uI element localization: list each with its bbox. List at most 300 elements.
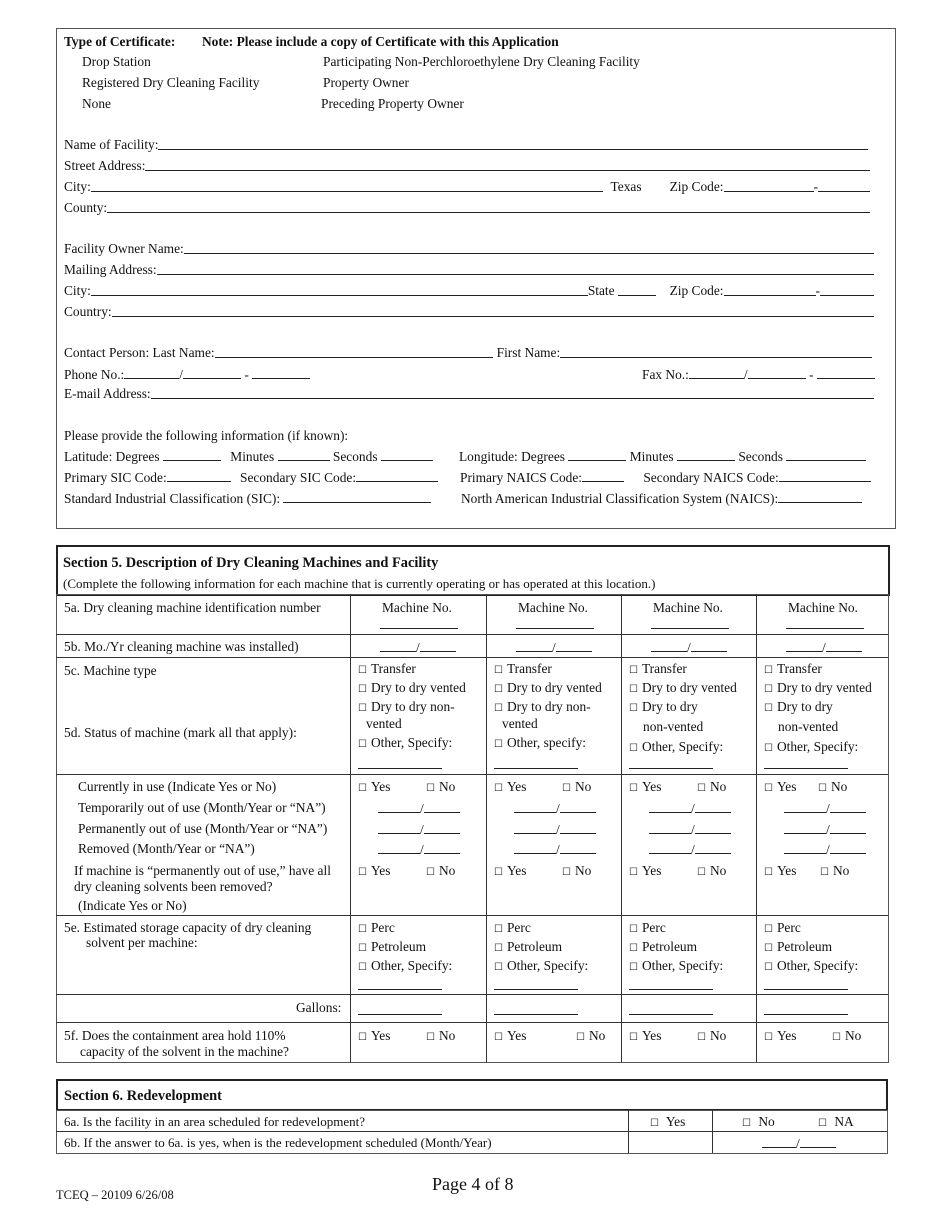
label: /	[552, 640, 556, 655]
machine-2-solvent-specify-field[interactable]	[494, 977, 578, 990]
checkbox-icon[interactable]: ☐	[697, 783, 706, 794]
machine-4-perc[interactable]	[764, 920, 801, 936]
label: Machine No.	[788, 600, 858, 615]
country-field[interactable]	[112, 304, 874, 317]
machine-2-current-yes[interactable]	[494, 779, 526, 795]
phone-prefix-field[interactable]	[183, 366, 241, 379]
row-5c-label: 5c. Machine type	[64, 663, 157, 678]
machine-1-status-date-1[interactable]	[378, 800, 460, 817]
machine-3-installed-field[interactable]	[651, 639, 727, 656]
phone-area-field[interactable]	[124, 366, 179, 379]
label: No	[709, 779, 727, 794]
machine-3-solvent-other[interactable]	[629, 958, 723, 974]
owner-city-label: City:	[64, 283, 91, 298]
facility-name-row	[64, 137, 868, 153]
machine-2-dry-vented[interactable]	[494, 680, 602, 696]
machine-2-type-specify-field[interactable]	[494, 756, 578, 769]
machine-3-type-specify-field[interactable]	[629, 756, 713, 769]
label: /	[691, 842, 695, 857]
machine-3-current-yes[interactable]	[629, 779, 661, 795]
checkbox-icon[interactable]: ☐	[764, 1032, 773, 1043]
redevelopment-date[interactable]	[762, 1135, 836, 1152]
owner-zip-field[interactable]	[724, 283, 816, 296]
label: Dry to dry vented	[641, 680, 737, 695]
row-6a-label: 6a. Is the facility in an area scheduled for redevelopment?	[64, 1114, 366, 1129]
machine-2-id-field[interactable]	[516, 616, 594, 629]
cert-opt-preceding-owner[interactable]: Preceding Property Owner	[321, 96, 464, 111]
checkbox-icon[interactable]: ☐	[764, 867, 773, 878]
machine-4-containment-no[interactable]	[832, 1028, 861, 1044]
city-label: City:	[64, 179, 91, 194]
checkbox-icon[interactable]: ☐	[358, 867, 367, 878]
first-name-field[interactable]	[560, 345, 872, 358]
section6-title: Section 6. Redevelopment	[64, 1088, 222, 1104]
checkbox-icon[interactable]: ☐	[629, 684, 638, 695]
checkbox-icon[interactable]: ☐	[629, 943, 638, 954]
label: /	[691, 801, 695, 816]
machine-3-solvent-no[interactable]	[697, 863, 726, 879]
checkbox-icon[interactable]: ☐	[494, 943, 503, 954]
col-divider	[486, 594, 487, 1062]
cert-opt-property-owner[interactable]: Property Owner	[323, 75, 409, 90]
label: Perc	[370, 920, 395, 935]
machine-3-header	[653, 600, 723, 616]
machine-3-nonvented-cont	[643, 719, 703, 735]
checkbox-icon[interactable]: ☐	[742, 1118, 751, 1129]
checkbox-icon[interactable]: ☐	[494, 962, 503, 973]
checkbox-icon[interactable]: ☐	[629, 665, 638, 676]
machine-3-containment-yes[interactable]	[629, 1028, 661, 1044]
machine-3-solvent-yes[interactable]	[629, 863, 661, 879]
secondary-sic-field[interactable]	[356, 469, 438, 482]
col-divider	[712, 1110, 713, 1153]
machine-3-containment-no[interactable]	[697, 1028, 726, 1044]
label: /	[691, 822, 695, 837]
owner-name-row	[64, 241, 874, 257]
lat-degrees-field[interactable]	[163, 448, 221, 461]
checkbox-icon[interactable]: ☐	[764, 684, 773, 695]
email-field[interactable]	[151, 386, 874, 399]
row-removed-label: Removed (Month/Year or “NA”)	[78, 841, 255, 856]
machine-4-solvent-other[interactable]	[764, 958, 858, 974]
label: Perc	[506, 920, 531, 935]
machine-2-header	[518, 600, 588, 616]
checkbox-icon[interactable]: ☐	[629, 783, 638, 794]
checkbox-icon[interactable]: ☐	[764, 924, 773, 935]
checkbox-icon[interactable]: ☐	[358, 783, 367, 794]
machine-1-solvent-specify-field[interactable]	[358, 977, 442, 990]
last-name-field[interactable]	[215, 345, 493, 358]
checkbox-icon[interactable]: ☐	[820, 867, 829, 878]
redevelopment-na[interactable]	[818, 1114, 854, 1130]
country-label: Country:	[64, 304, 112, 319]
machine-3-id-field[interactable]	[651, 616, 729, 629]
label: vented	[366, 716, 402, 731]
machine-4-solvent-specify-field[interactable]	[764, 977, 848, 990]
label: vented	[502, 716, 538, 731]
machine-2-solvent-other[interactable]	[494, 958, 588, 974]
label: Other, specify:	[506, 735, 587, 750]
checkbox-icon[interactable]: ☐	[629, 962, 638, 973]
form-id: TCEQ – 20109 6/26/08	[56, 1188, 174, 1202]
label: /	[556, 842, 560, 857]
machine-3-transfer[interactable]	[629, 661, 687, 677]
machine-2-petroleum[interactable]	[494, 939, 562, 955]
row-5b-label: 5b. Mo./Yr cleaning machine was installed)	[64, 639, 299, 654]
machine-3-dry-nonvented[interactable]	[629, 699, 698, 715]
machine-1-containment-no[interactable]	[426, 1028, 455, 1044]
phone-label: Phone No.:	[64, 367, 125, 382]
checkbox-icon[interactable]: ☐	[764, 703, 773, 714]
checkbox-icon[interactable]: ☐	[629, 867, 638, 878]
checkbox-icon[interactable]: ☐	[818, 783, 827, 794]
mailing-label: Mailing Address:	[64, 262, 157, 277]
email-label: E-mail Address:	[64, 386, 151, 401]
machine-2-status-date-2[interactable]	[514, 821, 596, 838]
county-row	[64, 200, 870, 216]
checkbox-icon[interactable]: ☐	[358, 924, 367, 935]
owner-state-label: State	[587, 283, 615, 298]
label: Yes	[641, 863, 662, 878]
secondary-naics-field[interactable]	[779, 469, 871, 482]
cert-opt-registered[interactable]: Registered Dry Cleaning Facility	[82, 75, 260, 90]
slash: /	[796, 1136, 800, 1151]
owner-city-field[interactable]	[91, 283, 588, 296]
label: Other, Specify:	[370, 958, 453, 973]
checkbox-icon[interactable]: ☐	[764, 743, 773, 754]
machine-4-containment-yes[interactable]	[764, 1028, 796, 1044]
fax-label: Fax No.:	[642, 367, 689, 382]
machine-3-current-no[interactable]	[697, 779, 726, 795]
machine-1-current-no[interactable]	[426, 779, 455, 795]
label: No	[709, 863, 727, 878]
checkbox-icon[interactable]: ☐	[764, 665, 773, 676]
fax-area-field[interactable]	[689, 366, 744, 379]
label: Dry to dry vented	[506, 680, 602, 695]
checkbox-icon[interactable]: ☐	[494, 1032, 503, 1043]
label: No	[574, 779, 592, 794]
label: Other, Specify:	[370, 735, 453, 750]
info-intro: Please provide the following information (if known):	[64, 428, 349, 443]
fax-line-field[interactable]	[817, 366, 875, 379]
facility-name-field[interactable]	[158, 137, 868, 150]
owner-state-field[interactable]	[618, 283, 656, 296]
machine-2-transfer[interactable]	[494, 661, 552, 677]
machine-3-status-date-3[interactable]	[649, 841, 731, 858]
checkbox-icon[interactable]: ☐	[494, 684, 503, 695]
yes-label: Yes	[665, 1114, 686, 1129]
latitude-label: Latitude: Degrees	[64, 449, 160, 464]
cert-opt-drop-station[interactable]: Drop Station	[82, 54, 151, 69]
machine-2-dry-nonvented[interactable]	[494, 699, 591, 715]
checkbox-icon[interactable]: ☐	[818, 1118, 827, 1129]
primary-naics-field[interactable]	[582, 469, 624, 482]
machine-4-transfer[interactable]	[764, 661, 822, 677]
sic-label: Standard Industrial Classification (SIC):	[64, 491, 281, 506]
machine-4-solvent-no[interactable]	[820, 863, 849, 879]
label: Petroleum	[506, 939, 563, 954]
machine-2-nonvented-cont	[502, 716, 538, 732]
checkbox-icon[interactable]: ☐	[494, 703, 503, 714]
checkbox-icon[interactable]: ☐	[629, 924, 638, 935]
checkbox-icon[interactable]: ☐	[426, 867, 435, 878]
machine-4-current-yes[interactable]	[764, 779, 796, 795]
checkbox-icon[interactable]: ☐	[562, 783, 571, 794]
no-label: No	[758, 1114, 775, 1129]
machine-1-status-date-3[interactable]	[378, 841, 460, 858]
machine-3-perc[interactable]	[629, 920, 666, 936]
machine-4-dry-vented[interactable]	[764, 680, 872, 696]
label: No	[438, 779, 456, 794]
machine-2-gallons-field[interactable]	[494, 1002, 578, 1015]
machine-3-petroleum[interactable]	[629, 939, 697, 955]
checkbox-icon[interactable]: ☐	[426, 1032, 435, 1043]
redevelopment-no[interactable]	[742, 1114, 775, 1130]
label: Petroleum	[641, 939, 698, 954]
label: Other, Specify:	[506, 958, 589, 973]
sic-codes-row	[64, 469, 438, 486]
last-name-label: Contact Person: Last Name:	[64, 345, 215, 360]
machine-1-solvent-no[interactable]	[426, 863, 455, 879]
section5-title: Section 5. Description of Dry Cleaning Machines and Facility	[63, 555, 439, 571]
machine-4-status-date-1[interactable]	[784, 800, 866, 817]
machine-4-gallons-field[interactable]	[764, 1002, 848, 1015]
label: Machine No.	[653, 600, 723, 615]
checkbox-icon[interactable]: ☐	[358, 1032, 367, 1043]
row-5d-label: 5d. Status of machine (mark all that apply):	[64, 725, 297, 740]
row-perm-label: Permanently out of use (Month/Year or “NA”)	[78, 821, 328, 836]
checkbox-icon[interactable]: ☐	[764, 783, 773, 794]
label: Perc	[641, 920, 666, 935]
checkbox-icon[interactable]: ☐	[494, 739, 503, 750]
row-5f-label-2: capacity of the solvent in the machine?	[80, 1044, 289, 1059]
checkbox-icon[interactable]: ☐	[697, 1032, 706, 1043]
machine-4-status-date-3[interactable]	[784, 841, 866, 858]
machine-2-solvent-no[interactable]	[562, 863, 591, 879]
checkbox-icon[interactable]: ☐	[764, 962, 773, 973]
machine-1-solvent-other[interactable]	[358, 958, 452, 974]
label: Perc	[776, 920, 801, 935]
lat-seconds-field[interactable]	[381, 448, 433, 461]
row-divider	[56, 774, 888, 775]
machine-1-transfer[interactable]	[358, 661, 416, 677]
row-temp-label: Temporarily out of use (Month/Year or “NA”)	[78, 800, 326, 815]
machine-4-nonvented-cont	[778, 719, 838, 735]
checkbox-icon[interactable]: ☐	[358, 684, 367, 695]
redev-year-field[interactable]	[800, 1135, 836, 1148]
checkbox-icon[interactable]: ☐	[494, 783, 503, 794]
label: No	[832, 863, 850, 878]
fax-row: Fax No.: / -	[642, 366, 875, 383]
machine-1-dry-vented[interactable]	[358, 680, 466, 696]
machine-4-dry-nonvented[interactable]	[764, 699, 833, 715]
checkbox-icon[interactable]: ☐	[650, 1118, 659, 1129]
machine-4-type-specify-field[interactable]	[764, 756, 848, 769]
label: non-vented	[643, 719, 704, 734]
machine-1-containment-yes[interactable]	[358, 1028, 390, 1044]
machine-2-status-date-1[interactable]	[514, 800, 596, 817]
checkbox-icon[interactable]: ☐	[358, 943, 367, 954]
label: Transfer	[641, 661, 687, 676]
label: Yes	[506, 1028, 527, 1043]
machine-1-current-yes[interactable]	[358, 779, 390, 795]
owner-zip-ext-field[interactable]	[820, 283, 874, 296]
checkbox-icon[interactable]: ☐	[358, 739, 367, 750]
label: No	[588, 1028, 606, 1043]
row-5a-label: 5a. Dry cleaning machine identification number	[64, 600, 321, 615]
redevelopment-yes[interactable]	[650, 1114, 685, 1130]
sic-row	[64, 490, 431, 507]
label: Petroleum	[776, 939, 833, 954]
machine-2-other[interactable]	[494, 735, 586, 751]
longitude-label: Longitude: Degrees	[459, 449, 565, 464]
machine-3-gallons-field[interactable]	[629, 1002, 713, 1015]
checkbox-icon[interactable]: ☐	[629, 1032, 638, 1043]
email-row	[64, 386, 874, 402]
machine-4-installed-field[interactable]	[786, 639, 862, 656]
label: /	[826, 822, 830, 837]
primary-sic-field[interactable]	[167, 469, 231, 482]
contact-name-row	[64, 345, 872, 361]
row-divider	[56, 657, 888, 658]
label: No	[574, 863, 592, 878]
machine-4-id-field[interactable]	[786, 616, 864, 629]
row-5e-label-1: 5e. Estimated storage capacity of dry cleaning	[64, 920, 312, 935]
machine-2-solvent-yes[interactable]	[494, 863, 526, 879]
lon-seconds-field[interactable]	[786, 448, 866, 461]
checkbox-icon[interactable]: ☐	[426, 783, 435, 794]
owner-city-row: City: State Zip Code: -	[64, 283, 874, 299]
primary-sic-label: Primary SIC Code:	[64, 470, 167, 485]
machine-4-current-no[interactable]	[818, 779, 847, 795]
phone-line-field[interactable]	[252, 366, 310, 379]
machine-1-gallons-field[interactable]	[358, 1002, 442, 1015]
zip-field[interactable]	[724, 179, 814, 192]
checkbox-icon[interactable]: ☐	[576, 1032, 585, 1043]
row-6b-label: 6b. If the answer to 6a. is yes, when is the redevelopment scheduled (Month/Year)	[64, 1135, 492, 1150]
lat-minutes-field[interactable]	[278, 448, 330, 461]
label: Dry to dry vented	[370, 680, 466, 695]
row-5f-label-1: 5f. Does the containment area hold 110%	[64, 1028, 286, 1043]
machine-2-status-date-3[interactable]	[514, 841, 596, 858]
owner-name-field[interactable]	[184, 241, 874, 254]
checkbox-icon[interactable]: ☐	[494, 867, 503, 878]
label: /	[556, 801, 560, 816]
fax-prefix-field[interactable]	[748, 366, 806, 379]
label: Yes	[370, 863, 391, 878]
machine-1-solvent-yes[interactable]	[358, 863, 390, 879]
label: Machine No.	[382, 600, 452, 615]
machine-4-other[interactable]	[764, 739, 858, 755]
machine-1-perc[interactable]	[358, 920, 395, 936]
label: No	[438, 863, 456, 878]
secondary-sic-label: Secondary SIC Code:	[240, 470, 357, 485]
naics-row	[461, 490, 862, 507]
label: Other, Specify:	[641, 958, 724, 973]
machine-3-status-date-1[interactable]	[649, 800, 731, 817]
machine-2-current-no[interactable]	[562, 779, 591, 795]
machine-1-petroleum[interactable]	[358, 939, 426, 955]
checkbox-icon[interactable]: ☐	[832, 1032, 841, 1043]
machine-1-type-specify-field[interactable]	[358, 756, 442, 769]
county-field[interactable]	[107, 200, 870, 213]
label: Yes	[506, 863, 527, 878]
machine-2-perc[interactable]	[494, 920, 531, 936]
checkbox-icon[interactable]: ☐	[764, 943, 773, 954]
machine-3-status-date-2[interactable]	[649, 821, 731, 838]
machine-1-other[interactable]	[358, 735, 452, 751]
label: No	[830, 779, 848, 794]
checkbox-icon[interactable]: ☐	[494, 665, 503, 676]
label: /	[420, 842, 424, 857]
label: Dry to dry	[776, 699, 833, 714]
machine-3-dry-vented[interactable]	[629, 680, 737, 696]
machine-3-other[interactable]	[629, 739, 723, 755]
label: Other, Specify:	[641, 739, 724, 754]
checkbox-icon[interactable]: ☐	[629, 703, 638, 714]
mailing-field[interactable]	[157, 262, 874, 275]
label: Other, Specify:	[776, 739, 859, 754]
col-divider	[621, 594, 622, 1062]
secondary-naics-label: Secondary NAICS Code:	[643, 470, 779, 485]
machine-3-solvent-specify-field[interactable]	[629, 977, 713, 990]
row-gallons-label: Gallons:	[296, 1000, 342, 1015]
machine-2-containment-yes[interactable]	[494, 1028, 526, 1044]
machine-4-solvent-yes[interactable]	[764, 863, 796, 879]
checkbox-icon[interactable]: ☐	[358, 665, 367, 676]
checkbox-icon[interactable]: ☐	[494, 924, 503, 935]
label: /	[822, 640, 826, 655]
machine-2-installed-field[interactable]	[516, 639, 592, 656]
lon-minutes-field[interactable]	[677, 448, 735, 461]
lon-degrees-field[interactable]	[568, 448, 626, 461]
row-solvent-label-1: If machine is “permanently out of use,” have all	[74, 863, 331, 878]
lon-seconds-label: Seconds	[738, 449, 783, 464]
checkbox-icon[interactable]: ☐	[629, 743, 638, 754]
checkbox-icon[interactable]: ☐	[358, 962, 367, 973]
label: Yes	[776, 1028, 797, 1043]
naics-field[interactable]	[778, 490, 862, 503]
checkbox-icon[interactable]: ☐	[562, 867, 571, 878]
machine-4-status-date-2[interactable]	[784, 821, 866, 838]
machine-4-petroleum[interactable]	[764, 939, 832, 955]
zip-ext-field[interactable]	[818, 179, 870, 192]
col-divider	[756, 594, 757, 1062]
sic-field[interactable]	[283, 490, 431, 503]
machine-1-dry-nonvented[interactable]	[358, 699, 455, 715]
machine-1-id-field[interactable]	[380, 616, 458, 629]
machine-2-containment-no[interactable]	[576, 1028, 605, 1044]
redev-month-field[interactable]	[762, 1135, 796, 1148]
label: /	[420, 801, 424, 816]
machine-4-header	[788, 600, 858, 616]
state-texas: Texas	[610, 179, 642, 194]
label: Transfer	[506, 661, 552, 676]
street-field[interactable]	[145, 158, 870, 171]
machine-1-status-date-2[interactable]	[378, 821, 460, 838]
city-field[interactable]	[91, 179, 603, 192]
county-label: County:	[64, 200, 108, 215]
cert-opt-non-perc[interactable]: Participating Non-Perchloroethylene Dry Cleaning Facility	[323, 54, 640, 69]
machine-1-installed-field[interactable]	[380, 639, 456, 656]
street-label: Street Address:	[64, 158, 146, 173]
checkbox-icon[interactable]: ☐	[358, 703, 367, 714]
cert-opt-none[interactable]: None	[82, 96, 112, 111]
label: No	[844, 1028, 862, 1043]
label: Dry to dry non-	[370, 699, 455, 714]
label: No	[709, 1028, 727, 1043]
checkbox-icon[interactable]: ☐	[697, 867, 706, 878]
